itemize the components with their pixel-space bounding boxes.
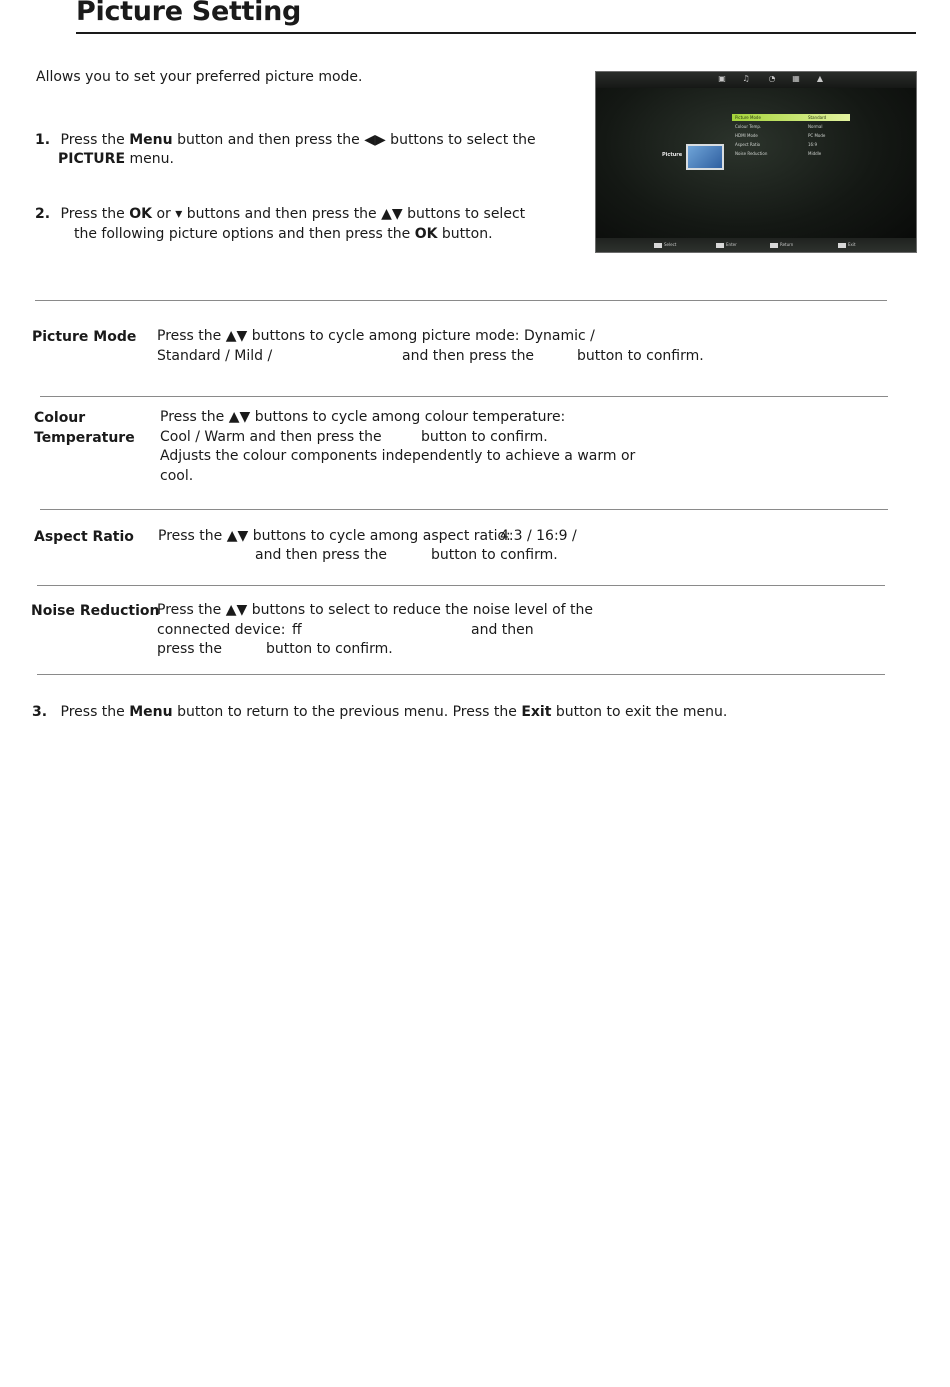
picture-tab-icon: ▣ [718, 74, 726, 83]
step2-text-f: button. [437, 226, 493, 242]
aspect-ratio-line1a: Press the ▲▼ buttons to cycle among aspect ratio: [158, 528, 511, 544]
tv-menu-screenshot [595, 71, 917, 253]
menu-row-label: Colour Temp. [735, 124, 762, 129]
step2-ok-word-2: OK [414, 226, 438, 242]
sound-tab-icon: ♫ [742, 74, 750, 83]
step1-menu-word: Menu [129, 132, 173, 148]
step2-text-c: or ▾ buttons and then press the ▲▼ buttons to select [152, 206, 526, 222]
step1-number: 1. [35, 132, 51, 148]
noise-reduction-line2a: connected device: [157, 622, 286, 638]
screenshot-menu-row [732, 123, 850, 130]
bottombar-item-label: Exit [848, 242, 856, 247]
screenshot-bottombar [596, 238, 916, 252]
step2-line1 [35, 205, 525, 224]
picture-mode-line2a: Standard / Mild / [157, 348, 273, 364]
bottombar-item-label: Enter [726, 242, 737, 247]
noise-reduction-line2c: and then [471, 622, 534, 638]
aspect-ratio-line2a: and then press the [255, 547, 388, 563]
tv-picture-icon [686, 144, 724, 170]
step2-number: 2. [35, 206, 51, 222]
picture-mode-label: Picture Mode [32, 329, 137, 345]
menu-row-value: Normal [808, 124, 823, 129]
divider [35, 300, 887, 301]
page-title: Picture Setting [76, 0, 302, 27]
step3-number: 3. [32, 704, 48, 720]
step2-text-d: the following picture options and then press the [74, 226, 415, 242]
step1-line2 [58, 150, 174, 169]
menu-row-value: PC Mode [808, 133, 826, 138]
menu-row-label: Aspect Ratio [735, 142, 761, 147]
step3-text-c: button to return to the previous menu. Press the [172, 704, 522, 720]
divider [37, 674, 885, 675]
step3-menu-word: Menu [129, 704, 173, 720]
colour-temp-line2b: button to confirm. [421, 429, 548, 445]
colour-temp-line3: Adjusts the colour components independently to achieve a warm or [160, 448, 636, 464]
bottombar-item [716, 242, 737, 248]
colour-temp-line4: cool. [160, 468, 194, 484]
menu-row-value: Middle [808, 151, 822, 156]
aspect-ratio-line1b: 4:3 / 16:9 / [500, 528, 577, 544]
bottombar-item-label: Return [780, 242, 794, 247]
bottombar-item [838, 242, 856, 248]
step2-text-a: Press the [60, 206, 130, 222]
step3-line [32, 703, 727, 722]
screenshot-menu-row [732, 114, 850, 121]
noise-reduction-line2b: ff [292, 622, 302, 638]
screenshot-background [596, 72, 916, 252]
divider [37, 585, 885, 586]
step1-text-c: button and then press the ◀▶ buttons to select the [172, 132, 536, 148]
step2-line2 [74, 225, 493, 244]
menu-row-value: 16:9 [808, 142, 817, 147]
step1-line1 [35, 131, 536, 150]
screenshot-menu-row [732, 150, 850, 157]
menu-row-label: Noise Reduction [735, 151, 768, 156]
picture-mode-line2c: button to confirm. [577, 348, 704, 364]
noise-reduction-line3b: button to confirm. [266, 641, 393, 657]
step3-text-e: button to exit the menu. [551, 704, 728, 720]
menu-row-label: Picture Mode [735, 115, 761, 120]
step1-text-e: menu. [125, 151, 174, 167]
step2-ok-word: OK [129, 206, 152, 222]
bottombar-item-label: Select [664, 242, 677, 247]
menu-row-label: HDMI Mode [735, 133, 758, 138]
aspect-ratio-line2b: button to confirm. [431, 547, 558, 563]
divider [40, 509, 888, 510]
title-underline [76, 32, 916, 34]
menu-row-value: Standard [808, 115, 827, 120]
screenshot-topbar [596, 72, 916, 88]
picture-mode-line2b: and then press the [402, 348, 535, 364]
colour-temp-label-2: Temperature [34, 430, 135, 446]
noise-reduction-line1: Press the ▲▼ buttons to select to reduce the noise level of the [157, 602, 594, 618]
colour-temp-line1: Press the ▲▼ buttons to cycle among colour temperature: [160, 409, 566, 425]
colour-temp-label-1: Colour [34, 410, 86, 426]
key-icon [716, 243, 724, 248]
bottombar-item [770, 242, 793, 248]
step1-picture-word: PICTURE [58, 151, 126, 167]
screenshot-menu-row [732, 141, 850, 148]
picture-mode-line1: Press the ▲▼ buttons to cycle among picture mode: Dynamic / [157, 328, 595, 344]
screenshot-tv-label: Picture [662, 152, 683, 158]
key-icon [770, 243, 778, 248]
key-icon [838, 243, 846, 248]
screenshot-menu-row [732, 132, 850, 139]
bottombar-item [654, 242, 676, 248]
step3-exit-word: Exit [521, 704, 552, 720]
colour-temp-line2a: Cool / Warm and then press the [160, 429, 382, 445]
noise-reduction-line3a: press the [157, 641, 222, 657]
step3-text-a: Press the [60, 704, 130, 720]
intro-text: Allows you to set your preferred picture mode. [36, 69, 363, 85]
setup-tab-icon: ▦ [792, 74, 800, 83]
lock-tab-icon: ▲ [816, 74, 824, 83]
key-icon [654, 243, 662, 248]
step1-text-a: Press the [60, 132, 130, 148]
divider [40, 396, 888, 397]
aspect-ratio-label: Aspect Ratio [34, 529, 134, 545]
noise-reduction-label: Noise Reduction [31, 603, 160, 619]
time-tab-icon: ◔ [768, 74, 776, 83]
